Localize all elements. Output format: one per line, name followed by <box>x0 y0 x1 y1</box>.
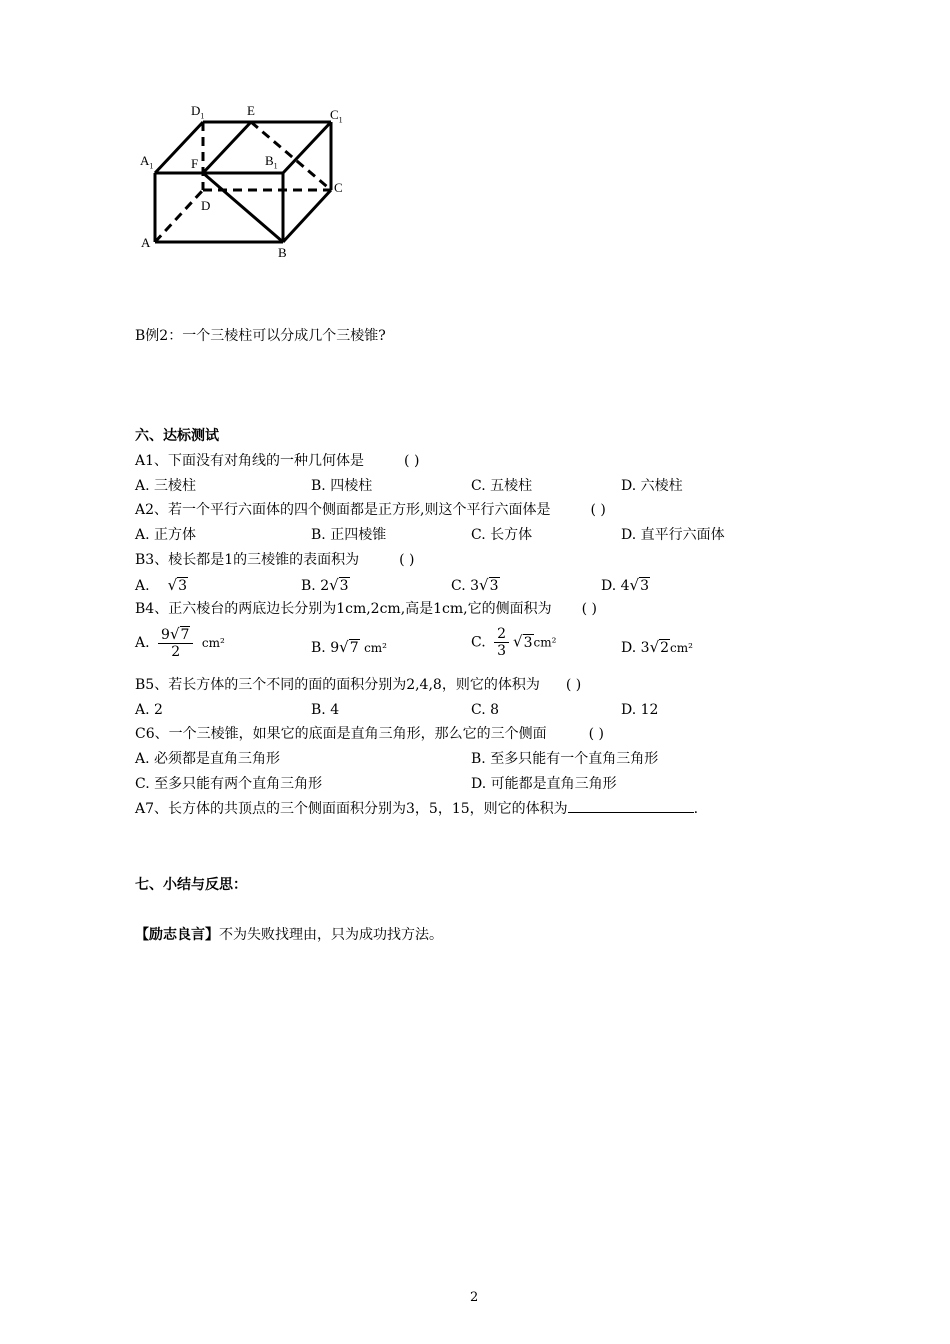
q5-option-a: A. 2 <box>135 702 163 718</box>
question-7: A7、长方体的共顶点的三个侧面面积分别为3，5，15，则它的体积为 . <box>135 801 699 817</box>
label-d1: $D_1$ <box>191 103 205 121</box>
q3-option-b: B. 2√3 <box>301 576 349 594</box>
q4-option-d: D. 3√2cm² <box>621 638 693 656</box>
question-4: B4、正六棱台的两底边长分别为1cm,2cm,高是1cm,它的侧面积为 ( ) <box>135 601 597 617</box>
q4-option-a: A. $\frac{9√7}{2}$ cm² <box>135 625 225 660</box>
hidden-e-c <box>251 122 331 190</box>
label-c: C <box>334 180 343 195</box>
q4-option-b: B. 9√7 cm² <box>311 638 387 656</box>
hidden-a-d <box>155 190 203 242</box>
edge-b-c <box>283 190 331 242</box>
q6-option-c: C. 至多只能有两个直角三角形 <box>135 776 323 792</box>
motto <box>135 926 443 944</box>
q2-option-b: B. 正四棱锥 <box>311 527 387 543</box>
page-number: 2 <box>470 1290 479 1305</box>
section-7-title: 七、小结与反思： <box>135 877 247 893</box>
label-a: A <box>141 235 151 250</box>
edge-e-f <box>203 122 251 173</box>
q3-option-a: A. √3 <box>135 576 188 594</box>
q3-option-c: C. 3√3 <box>451 576 499 594</box>
label-d: D <box>201 198 211 213</box>
box-diagram <box>135 100 355 265</box>
q1-option-b: B. 四棱柱 <box>311 478 373 494</box>
edge-f-b <box>203 173 283 242</box>
q4-option-c: C. $\frac{2}{3}$ √3cm² <box>471 626 557 659</box>
label-e: E <box>247 103 255 118</box>
question-1: A1、下面没有对角线的一种几何体是 ( ) <box>135 453 420 469</box>
q3-option-d: D. 4√3 <box>601 576 650 594</box>
q2-option-a: A. 正方体 <box>135 527 197 543</box>
question-5: B5、若长方体的三个不同的面的面积分别为2,4,8，则它的体积为 ( ) <box>135 677 582 693</box>
q5-option-b: B. 4 <box>311 702 340 718</box>
label-f: F <box>191 156 199 171</box>
motto-label: 【励志良言】 <box>135 927 219 943</box>
label-b: B <box>278 245 287 260</box>
q5-option-d: D. 12 <box>621 702 659 718</box>
q6-option-a: A. 必须都是直角三角形 <box>135 751 281 767</box>
label-b1: $B_1$ <box>265 153 278 171</box>
q1-option-c: C. 五棱柱 <box>471 478 533 494</box>
section-6-title: 六、达标测试 <box>135 428 219 444</box>
example-2: B例2：一个三棱柱可以分成几个三棱锥? <box>135 328 386 344</box>
label-a1: $A_1$ <box>140 153 154 171</box>
question-3: B3、棱长都是1的三棱锥的表面积为 ( ) <box>135 552 415 568</box>
q6-option-d: D. 可能都是直角三角形 <box>471 776 617 792</box>
question-2: A2、若一个平行六面体的四个侧面都是正方形,则这个平行六面体是 ( ) <box>135 502 606 518</box>
q1-option-a: A. 三棱柱 <box>135 478 197 494</box>
edge-b1-c1 <box>283 122 331 173</box>
question-6: C6、一个三棱锥，如果它的底面是直角三角形，那么它的三个侧面 ( ) <box>135 726 604 742</box>
q2-option-d: D. 直平行六面体 <box>621 527 725 543</box>
q2-option-c: C. 长方体 <box>471 527 533 543</box>
answer-blank[interactable] <box>568 800 694 813</box>
label-c1: $C_1$ <box>330 107 343 125</box>
geometry-figure <box>135 100 355 265</box>
q1-option-d: D. 六棱柱 <box>621 478 683 494</box>
q5-option-c: C. 8 <box>471 702 500 718</box>
q6-option-b: B. 至多只能有一个直角三角形 <box>471 751 659 767</box>
motto-text: 不为失败找理由，只为成功找方法。 <box>219 927 443 943</box>
